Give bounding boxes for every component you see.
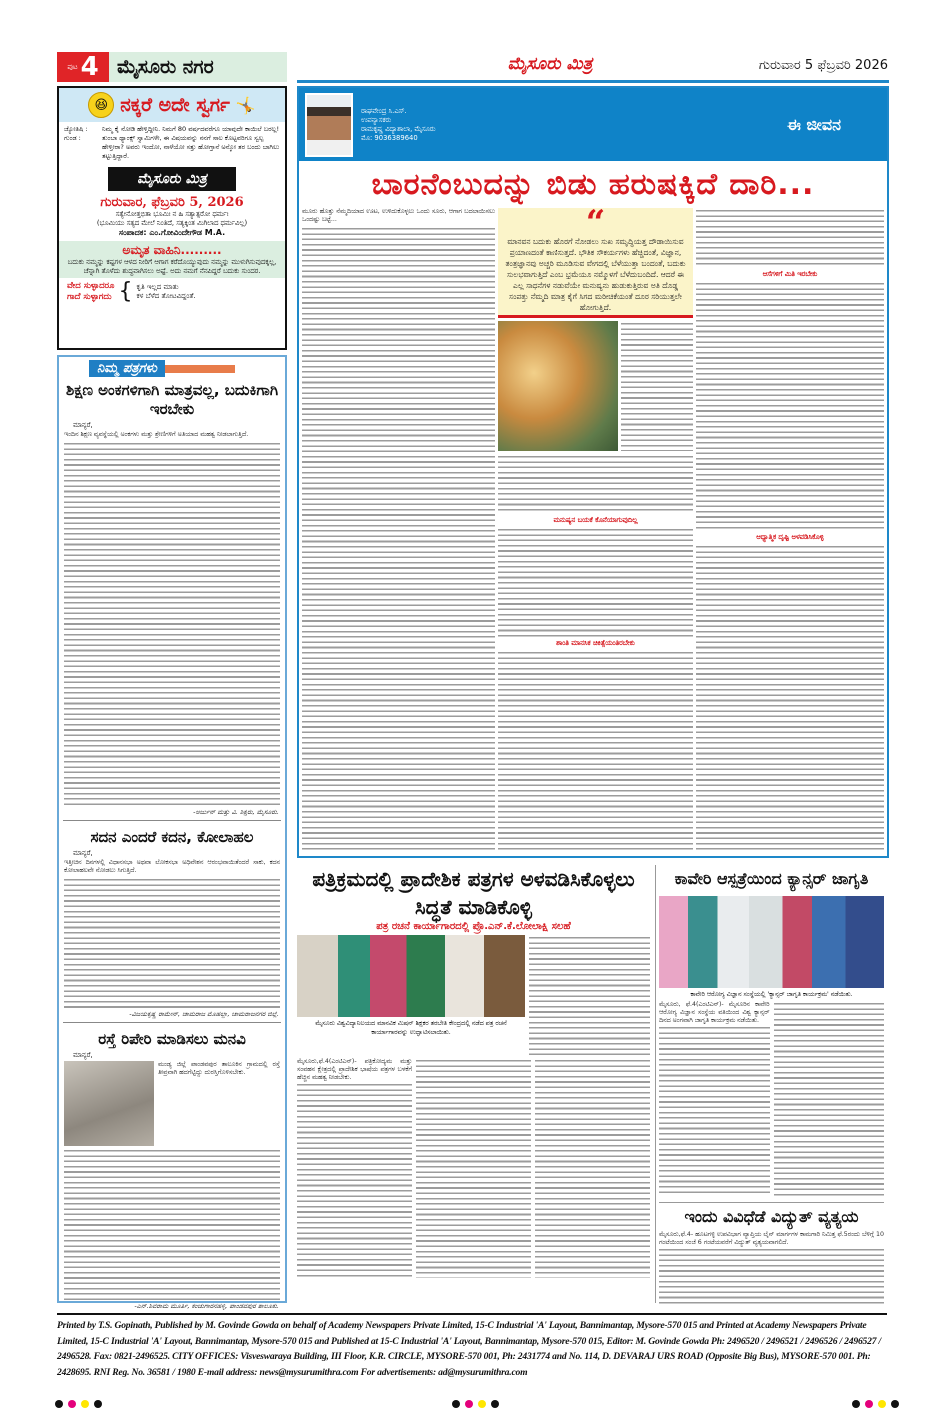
author-name: ರಾಘವೇಂದ್ರ ಸಿ.ಎಸ್. (361, 106, 407, 115)
print-line: Printed by T.S. Gopinath, Published by M. Govinde Gowda on behalf of Academy Newspapers Private Limited, 15-C Industrial 'A' Layout, Bannimantap, Mysore-570 015 and Printed at Academy Newspapers Private Limited, 15-C Industrial 'A' Layout, Bannimantap, Mysore-570 015 and Published at 15-C Industrial 'A' Layout, Bannimantap, Mysore-570 015, Editor: M. Govinde Gowda Ph: 2496520 / 2496521 / 2496526 / 2496527 / 2496528. Fax: 0821-2496525. CITY OFFICES: Visveswaraya Building, III Floor, K.R. CIRCLE, MYSORE-570 001, Ph: 2431774 and No. 114, D. DEVARAJ URS ROAD (Opposite Big Bus), MYSORE-570 001. Ph: 2428695. RNI Reg. No. 36581 / 1980 E-mail address: news@mysurumithra.com For advertisements: ad@mysurumithra.com (57, 1313, 887, 1380)
letters-section (57, 355, 287, 1310)
line: ತುಂಬಾ ಥ್ಯಾಂಕ್ಸ್ ಸ್ವಾಮಿಗಳೇ, ಈ ವಿಷಯವನ್ನು ನನಗೆ ಸಾಲ ಕೊಟ್ಟವರಿಗೂ ಸ್ವಲ್ಪ ಹೇಳ್ತೀರಾ? ಅವರು ಇಂದೋ, ನಾಳೆಯೋ ಸತ್ತು ಹೋಗ್ತಾನೆ ಅನ್ಕೋ ತರ ಬಂದು ಬಾಗಿಲು ತಟ್ಟುತ್ತಿದ್ದಾರೆ. (102, 134, 280, 160)
letter-body-text (64, 441, 280, 806)
joke-line (59, 125, 285, 134)
brace: { (118, 279, 133, 304)
feature-headline: ಬಾರನೆಂಬುದನ್ನು ಬಿಡು ಹರುಷಕ್ಕಿದೆ ದಾರಿ... (371, 167, 815, 202)
cancer-awareness-article (655, 865, 887, 1303)
letter-salutation: ಮಾನ್ಯರೆ, (73, 421, 93, 429)
letter-salutation: ಮಾನ್ಯರೆ, (73, 1051, 93, 1059)
author-photo (305, 93, 353, 157)
article-text (659, 1247, 884, 1307)
masthead-logo: ಮೈಸೂರು ಮಿತ್ರ (507, 54, 593, 74)
speaker: ಜ್ಯೋತಿಷಿ : (64, 125, 88, 133)
registration-marks (852, 1400, 899, 1408)
letter (59, 824, 285, 1019)
amrita-vahini (59, 241, 285, 278)
proverb-left: ಗಾದೆ ಸುಳ್ಳಾಗದು (67, 292, 112, 302)
registration-marks (452, 1400, 499, 1408)
proverb-right: ಕಳ ಬೆಳೆದ ತೋಟವಿದ್ದಂತೆ. (136, 292, 196, 300)
article-text (297, 1082, 412, 1278)
laughing-face-icon: 😆 (88, 92, 114, 118)
power-cut-headline: ಇಂದು ವಿವಿಧೆಡೆ ವಿದ್ಯುತ್ ವ್ಯತ್ಯಯ (684, 1207, 859, 1226)
book-release-photo (297, 935, 525, 1017)
quote-mark-icon: “ (585, 203, 606, 243)
proverb (59, 278, 285, 306)
author-org: ರಾಮಕೃಷ್ಣ ವಿದ್ಯಾಶಾಲಾ, ಮೈಸೂರು (361, 124, 436, 133)
article-lead: ಮೂರು ಹೊತ್ತು ನೆಮ್ಮದಿಯಾದ ಊಟ, ಉಳಿದುಕೊಳ್ಳಲು ಒಂದು ಸೂರು, ಆಗಾಗ ಬದಲಾಯಿಸಲು ಒಂದಷ್ಟು ಬಟ್ಟೆ... (302, 208, 495, 223)
page-section-tag (57, 52, 287, 82)
pull-quote (498, 203, 693, 318)
article-text (774, 1001, 885, 1196)
saint-illustration (498, 321, 618, 451)
article-text (529, 935, 650, 1055)
article-text (302, 226, 495, 852)
article-text (498, 527, 693, 637)
article-headline: ಕಾವೇರಿ ಆಸ್ಪತ್ರೆಯಿಂದ ಕ್ಯಾನ್ಸರ್ ಜಾಗೃತಿ (674, 869, 869, 888)
letter-signature: -ಎನ್.ಶಿವರಾಮ ಮೂರ್ತಿ, ಕಂಚುಗಾರನಹಳ್ಳಿ, ಪಾಂಡವಪುರ ತಾಲೂಕು. (134, 1302, 279, 1310)
speaker: ಗುಂಡ : (64, 134, 81, 142)
workshop-article (297, 865, 650, 1305)
joke-title: ನಕ್ಕರೆ ಅದೇ ಸ್ವರ್ಗ (120, 94, 230, 116)
motto-meaning: (ಭೂಮಿಯು ಸತ್ಯದ ಮೇಲೆ ನಿಂತಿದೆ, ಸತ್ಯಕ್ಕಿಂತ ಮಿಗಿಲಾದ ಧರ್ಮವಿಲ್ಲ) (96, 219, 248, 227)
article-lead: ಮೈಸೂರು, ಫೆ.4(ಎಂಟಿಎನ್)- ಮೈಸೂರಿನ ಕಾವೇರಿ ಆರೋಗ್ಯ ವಿಜ್ಞಾನ ಸಂಸ್ಥೆಯ ವತಿಯಿಂದ ವಿಶ್ವ ಕ್ಯಾನ್ಸರ್ ದಿನದ ಅಂಗವಾಗಿ ಜಾಗೃತಿ ಕಾರ್ಯಕ್ರಮ ನಡೆಯಿತು. (659, 1001, 770, 1024)
edition-date: ಗುರುವಾರ, ಫೆಬ್ರವರಿ 5, 2026 (100, 195, 244, 210)
article-text (696, 281, 884, 531)
amrita-title: ಅಮೃತ ವಾಹಿನಿ......... (122, 243, 222, 257)
article-text (498, 650, 693, 852)
masthead-logo-small: ಮೈಸೂರು ಮಿತ್ರ (108, 167, 236, 191)
proverb-right: ಕೃತಿ ಇಲ್ಲದ ಮಾತು (136, 283, 179, 291)
article-text (696, 544, 884, 852)
letter-body: ಮಂಡ್ಯ ಜಿಲ್ಲೆ ಪಾಂಡವಪುರ ತಾಲೂಕಿನ ಗ್ರಾಮದಲ್ಲಿ ರಸ್ತೆ ತೀವ್ರವಾಗಿ ಹದಗೆಟ್ಟಿದ್ದು ದುರಸ್ತಿಗೊಳಿಸಬೇಕು. (158, 1061, 280, 1076)
photo-caption: ಮೈಸೂರು ವಿಶ್ವವಿದ್ಯಾನಿಲಯದ ಮಾನವಿಕ ಮಿಷನ್ ಶಿಕ್ಷಕರ ತರಬೇತಿ ಕೇಂದ್ರದಲ್ಲಿ ನಡೆದ ಪತ್ರ ರಚನೆ ಕಾರ್ಯಾಗಾರವನ್ನು ಉದ್ಘಾಟಿಸಲಾಯಿತು. (315, 1020, 507, 1036)
photo-caption: ಕಾವೇರಿ ಆರೋಗ್ಯ ವಿಜ್ಞಾನ ಸಂಸ್ಥೆಯಲ್ಲಿ 'ಕ್ಯಾನ್ಸರ್ ಜಾಗೃತಿ ಕಾರ್ಯಕ್ರಮ' ನಡೆಯಿತು. (690, 991, 853, 998)
registration-marks (55, 1400, 102, 1408)
article-text (498, 454, 693, 514)
letter (59, 377, 285, 817)
column-name: ಈ ಜೀವನ (787, 114, 841, 134)
event-group-photo (659, 896, 884, 988)
letter-body-text (64, 877, 280, 1008)
letter-body: ಇತ್ತೀಚಿನ ದಿನಗಳಲ್ಲಿ ವಿಧಾನಸಭಾ ಅಥವಾ ಲೋಕಸಭಾ ಅಧಿವೇಶನ ಆರಂಭವಾಯಿತೆಂದರೆ ಸಾಕು, ಕದನ ಕೋಲಾಹಲವೇ ನೋಡಲು ಸಿಗುತ್ತಿದೆ. (64, 859, 280, 874)
page-number-badge (57, 52, 109, 82)
header-bar (165, 365, 235, 373)
article-subhead: ಆಸೆಗಳಿಗೆ ಮಿತಿ ಇರಬೇಕು (762, 270, 818, 278)
article-subhead: ಆಧ್ಯಾತ್ಮಿಕ ದೃಷ್ಟಿ ಅಳವಡಿಸಿಕೊಳ್ಳಿ (756, 533, 824, 541)
column-header (299, 88, 887, 161)
letter-title: ಶಿಕ್ಷಣ ಅಂಕಗಳಿಗಾಗಿ ಮಾತ್ರವಲ್ಲ, ಬದುಕಿಗಾಗಿ ಇರಬೇಕು (65, 381, 279, 418)
letter-title: ರಸ್ತೆ ರಿಪೇರಿ ಮಾಡಿಸಲು ಮನವಿ (98, 1030, 246, 1048)
header-rule (297, 80, 889, 83)
article-text (416, 1058, 531, 1278)
article-subhead: ಶಾಂತಿ ಮಾನಸಿಕ ಚಿಕಿತ್ಸೆಯಂತಿರಬೇಕು (556, 639, 635, 647)
letter-body-text (64, 1148, 280, 1300)
article-lead: ಮೈಸೂರು,ಫೆ.4- ಹೂಟಗಳ್ಳಿ ಉಪವಿಭಾಗ ವ್ಯಾಪ್ತಿಯ ಲೈನ್ ಮಾರ್ಗಗಳ ಕಾಮಗಾರಿ ನಿಮಿತ್ತ ಫೆ.5ರಂದು ಬೆಳಿಗ್ಗೆ 10 ಗಂಟೆಯಿಂದ ಸಂಜೆ 6 ಗಂಟೆಯವರೆಗೆ ವಿದ್ಯುತ್ ವ್ಯತ್ಯಯವಾಗಲಿದೆ. (659, 1231, 884, 1246)
article-subheadline: ಪತ್ರ ರಚನೆ ಕಾರ್ಯಾಗಾರದಲ್ಲಿ ಪ್ರೊ.ಎನ್.ಕೆ.ಲೋಲಾಕ್ಷಿ ಸಲಹೆ (376, 921, 571, 932)
editor-line: ಸಂಪಾದಕ: ಎಂ.ಗೋವಿಂದೇಗೌಡ M.A. (118, 228, 226, 237)
amrita-text: ಬದುಕು ನಮ್ಮನ್ನು ಕಷ್ಟಗಳ ಆಳದ ನೀರಿಗೆ ಆಗಾಗ ಕರೆದೊಯ್ಯುವುದು ನಮ್ಮನ್ನು ಮುಳುಗಿಸುವುದಕ್ಕಲ್ಲ, ಚೆನ್ನಾಗಿ ತೊಳೆದು ಶುದ್ಧವಾಗಿಸಲು ಅಷ್ಟೆ. ಅದು ನಮಗೆ ನೆನಪಿದ್ದರೆ ಬದುಕು ಸುಂದರ. (67, 258, 277, 275)
article-headline: ಪತ್ರಿಕ್ರಮದಲ್ಲಿ ಪ್ರಾದೇಶಿಕ ಪತ್ರಗಳ ಅಳವಡಿಸಿಕೊಳ್ಳಲು ಸಿದ್ಧತೆ ಮಾಡಿಕೊಳ್ಳಿ (312, 867, 635, 919)
author-phone: ಮೊ: 9036389640 (361, 133, 418, 142)
article-subhead: ಮನುಷ್ಯನ ಬಯಕೆ ಕೊನೆಯಾಗುವುದಿಲ್ಲ (553, 516, 638, 524)
letter (59, 1026, 285, 1311)
quote-text: ಮಾನವನ ಬದುಕು ಹೊರಗೆ ನೋಡಲು ಸುಖ ಸಮೃದ್ಧಿಯತ್ತ ದೌಡಾಯಿಸುವ ಪ್ರಯಾಣದಂತೆ ಕಾಣಿಸುತ್ತದೆ. ಭೌತಿಕ ಸೌಕರ್ಯಗಳು ಹೆಚ್ಚಿದಂತೆ, ವಿಜ್ಞಾನ, ತಂತ್ರಜ್ಞಾನವು ಅಚ್ಚರಿ ಮೂಡಿಸುವ ವೇಗದಲ್ಲಿ ಬೆಳೆಯುತ್ತಾ ಬಂದಂತೆ, ಬದುಕು ಸುಲಭವಾಗುತ್ತಿದೆ ಎಂಬ ಭ್ರಮೆಯೂ ನಮ್ಮೊಳಗೆ ಬೆಳೆದುಬಂದಿದೆ. ಆದರೆ ಈ ಎಲ್ಲ ಸಾಧನೆಗಳ ನಡುವೆಯೇ ಮನುಷ್ಯನು ಹುಡುಕುತ್ತಿರುವ ಅತಿ ದೊಡ್ಡ ಸಂಪತ್ತು ನೆಮ್ಮದಿ ಮಾತ್ರ ಕೈಗೆ ಸಿಗದ ಮರೀಚಿಕೆಯಂತೆ ದೂರ ಸರಿಯುತ್ತಲೇ ಹೋಗುತ್ತಿದೆ. (505, 237, 686, 312)
feature-article (297, 86, 889, 858)
motto: ಸತ್ಯೇನೋತ್ತಭಿತಾ ಭೂಮಿಃ ನ ಹಿ ಸತ್ಯಾತ್ಪರೋ ಧರ್ಮಃ (115, 210, 229, 218)
letter-salutation: ಮಾನ್ಯರೆ, (73, 849, 93, 857)
author-role: ಉಪನ್ಯಾಸಕರು (361, 115, 392, 124)
article-text (535, 1058, 650, 1278)
issue-date: ಗುರುವಾರ 5 ಫೆಬ್ರವರಿ 2026 (758, 58, 888, 73)
joke-line (59, 134, 285, 161)
article-text (621, 321, 693, 451)
letters-header (89, 360, 285, 377)
proverb-left: ವೇದ ಸುಳ್ಳಾದರೂ (67, 281, 115, 291)
article-lead: ಮೈಸೂರು,ಫೆ.4(ಎಂಟಿಎನ್)- ಪತ್ರಿಕೋದ್ಯಮ ಮತ್ತು ಸಂವಹನ ಕ್ಷೇತ್ರದಲ್ಲಿ ಪ್ರಾದೇಶಿಕ ಭಾಷೆಯ ಪತ್ರಗಳ ಬಳಕೆಗೆ ಹೆಚ್ಚಿನ ಮಹತ್ವ ನೀಡಬೇಕು. (297, 1058, 412, 1081)
editorial-box (57, 86, 287, 350)
letter-signature: -ಅರ್ಜುನ್ ಮತ್ತು ವಿ. ಶಿಕ್ಷರು, ಮೈಸೂರು. (193, 808, 279, 816)
damaged-road-photo (64, 1061, 154, 1146)
letters-title: ನಿಮ್ಮ ಪತ್ರಗಳು (89, 360, 165, 377)
line: ನಿಮ್ಮ ಕೈ ನೋಡಿ ಹೇಳ್ತಿದ್ದೀನಿ. ನಿಮಗೆ 80 ವರ್ಷದವರೆಗೂ ಯಾವುದೇ ಕಾಯಿಲೆ ಬರಲ್ಲ! (102, 125, 280, 133)
cartoon-figure-icon: 🤸 (235, 95, 256, 115)
joke-header (59, 88, 285, 122)
letter-signature: -ವಿಜಯಕೃಷ್ಣ ರಾಮೇನ್, ಚಾಮರಾಜ ಮೊಹಲ್ಲಾ, ಚಾಮರಾಜನಗರ ಜಿಲ್ಲೆ. (129, 1010, 279, 1018)
page-label: ಪುಟ (67, 62, 78, 71)
page-number: 4 (80, 52, 99, 82)
article-text (696, 208, 884, 268)
letter-title: ಸದನ ಎಂದರೆ ಕದನ, ಕೋಲಾಹಲ (90, 828, 254, 846)
section-title: ಮೈಸೂರು ನಗರ (117, 56, 214, 78)
article-text (659, 1025, 770, 1196)
letter-body: ಇಂದಿನ ಶಿಕ್ಷಣ ವ್ಯವಸ್ಥೆಯಲ್ಲಿ ಅಂಕಗಳು ಮತ್ತು ಶ್ರೇಣಿಗಳಿಗೆ ಅತಿಯಾದ ಮಹತ್ವ ನೀಡಲಾಗುತ್ತಿದೆ. (64, 431, 249, 438)
